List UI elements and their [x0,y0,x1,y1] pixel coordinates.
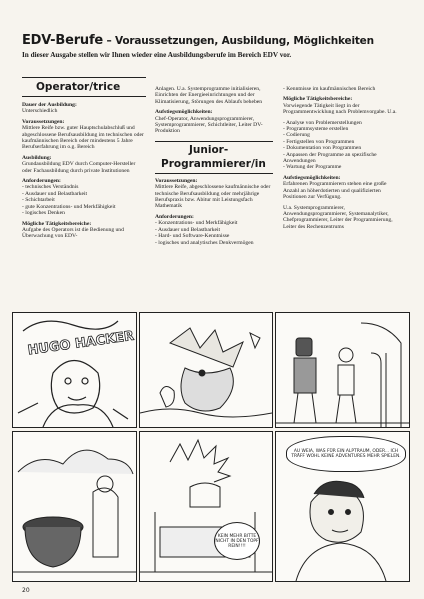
hugo-hacker-logo-illustration [13,313,136,427]
list-item: - Programmsysteme erstellen [283,126,349,133]
heading-rule [155,141,273,142]
taetigkeit-label: Mögliche Tätigkeitsbereiche: [283,96,353,103]
aufstieg-text-2: U.a. Systemprogrammierer, Anwendungsprogrammierer, Systemanalytiker, Chefprogrammierer, Leiter der Programmierung, Leiter des Rechenzentrums [283,204,393,230]
anforderungen-label: Anforderungen: [155,213,194,220]
list-item: - logisches und analytisches Denkvermögen [155,239,254,246]
comic-panel-5 [139,431,273,582]
continued-text: Anlagen. U.a. Systemprogramme initialisieren, Einrichten der Energieeinrichtungen und der Klimatisierung, Störungen des Ablaufs beheben [155,86,263,105]
taetigkeit-label: Mögliche Tätigkeitsbereiche: [22,220,92,227]
aufstieg-label: Aufstiegsmöglichkeiten: [283,174,341,181]
dragon-scene-illustration [140,313,272,427]
list-item: - Schichtarbeit [22,197,55,204]
list-item: - Ausdauer und Belastbarkeit [22,190,88,197]
dauer-label: Dauer der Ausbildung: [22,102,77,108]
list-item: - Hard- und Software-Kenntnisse [155,233,230,240]
heading-rule [22,77,146,78]
voraussetzungen-label: Voraussetzungen: [155,177,198,184]
heading-junior-line1: Junior- [189,143,229,156]
list-item: - Wartung der Programme [283,164,342,171]
aufstieg-text: Chef-Operator, Anwendungsprogrammierer, Systemprogrammierer, Schichtleiter, Leiter DV-Produktion [155,115,263,135]
voraussetzungen-text: Mittlere Reife, abgeschlossene kaufmännische oder technische Berufsausbildung oder mehrjährige Berufspraxis bzw. Abitur mit Leistungsfach Mathematik [155,184,271,210]
aufstieg-label: Aufstiegsmöglichkeiten: [155,109,213,116]
ausbildung-text: Grundausbildung EDV durch Computer-Hersteller oder Fachausbildung durch private Institutionen [22,161,136,174]
taetigkeit-text: Vorwiegende Tätigkeit liegt in der Programmentwicklung nach Problemvorgabe. U.a. [283,102,397,116]
list-item: - technisches Verständnis [22,184,79,191]
article-title [22,33,374,48]
list-item: - logisches Denken [22,210,65,217]
comic-panel-6 [275,431,410,582]
bed-scream-illustration [140,432,272,581]
list-item: - Kenntnisse im kaufmännischen Bereich [283,86,376,92]
list-item: - Fertigstellen von Programmen [283,138,355,145]
heading-rule [155,173,273,174]
comic-panel-3 [275,312,410,428]
list-item: - Analyse von Problemerstellungen [283,119,362,126]
dauer-text: Unterschiedlich [22,108,58,115]
page-number: 20 [22,587,30,594]
dream-bubble: AU WEIA, WAS FÜR EIN ALPTRAUM, ODER... ICH TRÄFF WOHL KEINE ADVENTURES MEHR SPIELEN. [286,436,406,472]
comic-panel-4 [12,431,137,582]
comic-panel-2 [139,312,273,428]
cauldron-scene-illustration [13,432,136,581]
voraussetzungen-text: Mittlere Reife bzw. guter Hauptschulabschluß und abgeschlossene Berufsausbildung im technischen oder kaufmännischen Bereich oder mindestens 5 Jahre Berufserfahrung im o.g. Bereich [22,125,144,151]
heading-rule [22,96,146,97]
hugo-hacker-logo: HUGO HACKER [26,328,136,359]
aufstieg-text: Erfahrenen Programmierern stehen eine große Anzahl an höherdotierten und qualifizierten Positionen zur Verfügung. [283,181,387,201]
column-1 [22,77,146,244]
list-item: - Ausdauer und Belastbarkeit [155,226,221,233]
list-item: - Konzentrations- und Merkfähigkeit [155,220,238,227]
title-subtitle: – Voraussetzungen, Ausbildung, Möglichkeiten [103,35,374,47]
heading-junior-line2: Programmierer/in [161,157,266,170]
voraussetzungen-label: Voraussetzungen: [22,118,65,125]
taetigkeit-text: Aufgabe des Operators ist die Bedienung und Überwachung von EDV- [22,226,124,240]
list-item: - Anpassen der Programme an spezifische Anwendungen [283,151,377,165]
sign-bubble: KEIN MEHR BITTE NICHT IN DEN TOPF REIN!!!! [214,522,260,560]
list-item: - Dokumentation von Programmen [283,145,362,152]
anforderungen-label: Anforderungen: [22,178,61,185]
list-item: - gute Konzentrations- und Merkfähigkeit [22,203,116,210]
column-2 [155,86,273,250]
intro-text: In dieser Ausgabe stellen wir Ihnen wieder eine Ausbildungsberufe im Bereich EDV vor. [22,51,292,59]
list-item: - Codierung [283,132,310,139]
heading-operator: Operator/trice [36,81,121,93]
column-3 [283,86,403,234]
comic-panel-1 [12,312,137,428]
title-main: EDV-Berufe [22,33,104,48]
knight-castle-illustration [276,313,409,427]
ausbildung-label: Ausbildung: [22,154,52,161]
